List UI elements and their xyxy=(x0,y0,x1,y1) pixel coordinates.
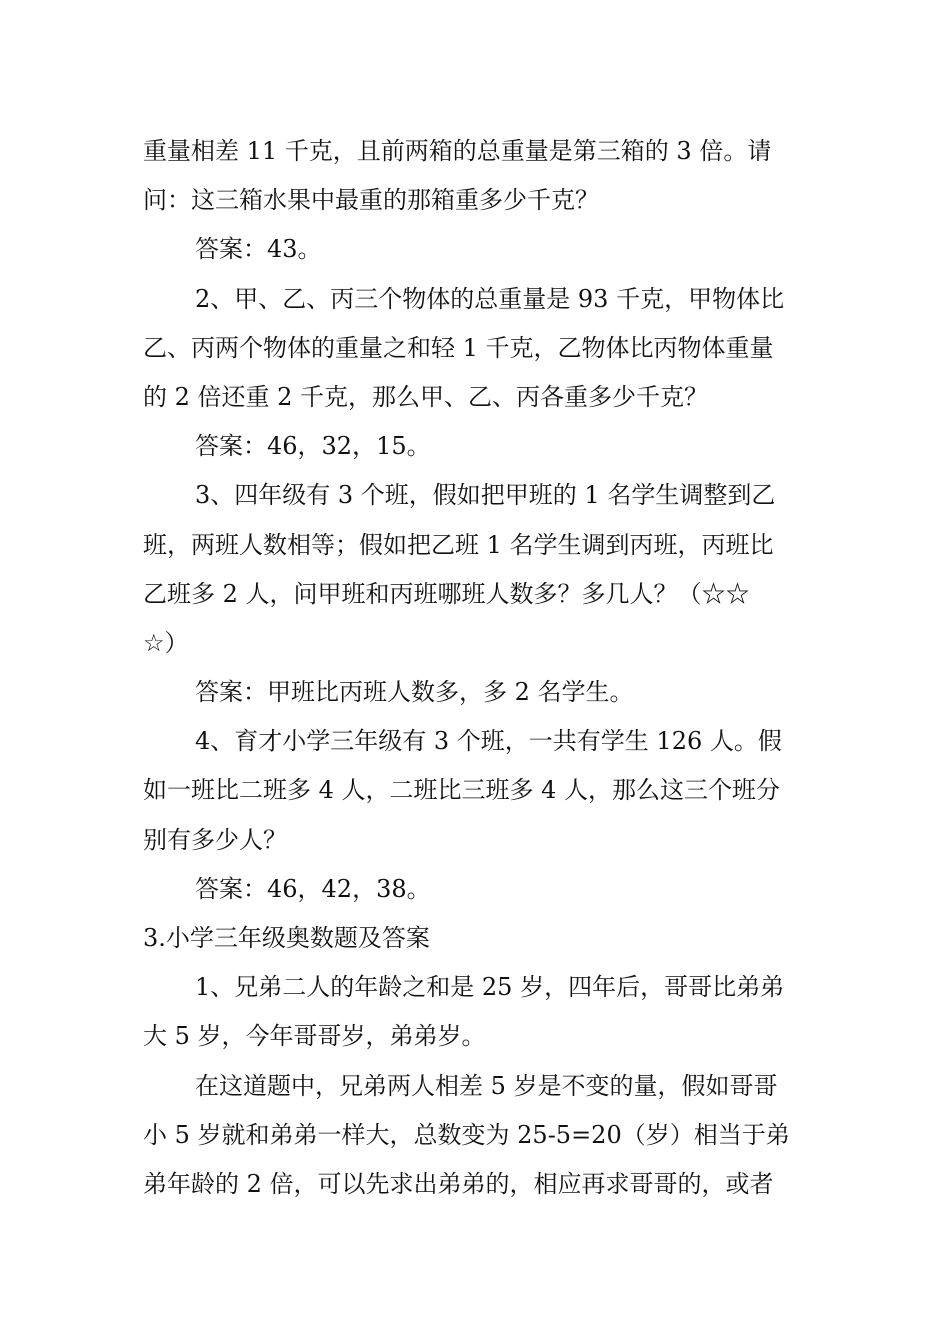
question-line: 4、育才小学三年级有 3 个班，一共有学生 126 人。假 xyxy=(195,727,782,756)
text-line: 小 5 岁就和弟弟一样大，总数变为 25-5=20（岁）相当于弟 xyxy=(143,1120,790,1149)
question-line: 2、甲、乙、丙三个物体的总重量是 93 千克，甲物体比 xyxy=(195,284,785,313)
text-line: 如一班比二班多 4 人，二班比三班多 4 人，那么这三个班分 xyxy=(143,776,781,805)
answer-line: 答案：甲班比丙班人数多，多 2 名学生。 xyxy=(195,678,634,707)
text-line: 大 5 岁，今年哥哥岁，弟弟岁。 xyxy=(143,1022,486,1051)
answer-line: 答案：43。 xyxy=(195,235,322,264)
text-line: 弟年龄的 2 倍，可以先求出弟弟的，相应再求哥哥的，或者 xyxy=(143,1169,774,1198)
question-line: 1、兄弟二人的年龄之和是 25 岁，四年后，哥哥比弟弟 xyxy=(195,973,785,1002)
text-line: 班，两班人数相等；假如把乙班 1 名学生调到丙班，丙班比 xyxy=(143,530,774,559)
explanation-line: 在这道题中，兄弟两人相差 5 岁是不变的量，假如哥哥 xyxy=(195,1071,778,1100)
text-line: 的 2 倍还重 2 千克，那么甲、乙、丙各重多少千克？ xyxy=(143,382,709,411)
text-body xyxy=(143,127,808,1209)
question-line: 3、四年级有 3 个班，假如把甲班的 1 名学生调整到乙 xyxy=(195,481,776,510)
answer-line: 答案：46，42，38。 xyxy=(195,874,431,903)
text-line: ☆） xyxy=(143,628,189,657)
answer-line: 答案：46，32，15。 xyxy=(195,432,431,461)
text-line: 乙、丙两个物体的重量之和轻 1 千克，乙物体比丙物体重量 xyxy=(143,333,774,362)
text-line: 别有多少人？ xyxy=(143,825,287,854)
section-heading: 3.小学三年级奥数题及答案 xyxy=(143,924,430,952)
text-line: 问：这三箱水果中最重的那箱重多少千克？ xyxy=(143,186,599,215)
text-line: 乙班多 2 人，问甲班和丙班哪班人数多？多几人？（☆☆ xyxy=(143,579,750,608)
text-line: 重量相差 11 千克，且前两箱的总重量是第三箱的 3 倍。请 xyxy=(143,137,772,165)
